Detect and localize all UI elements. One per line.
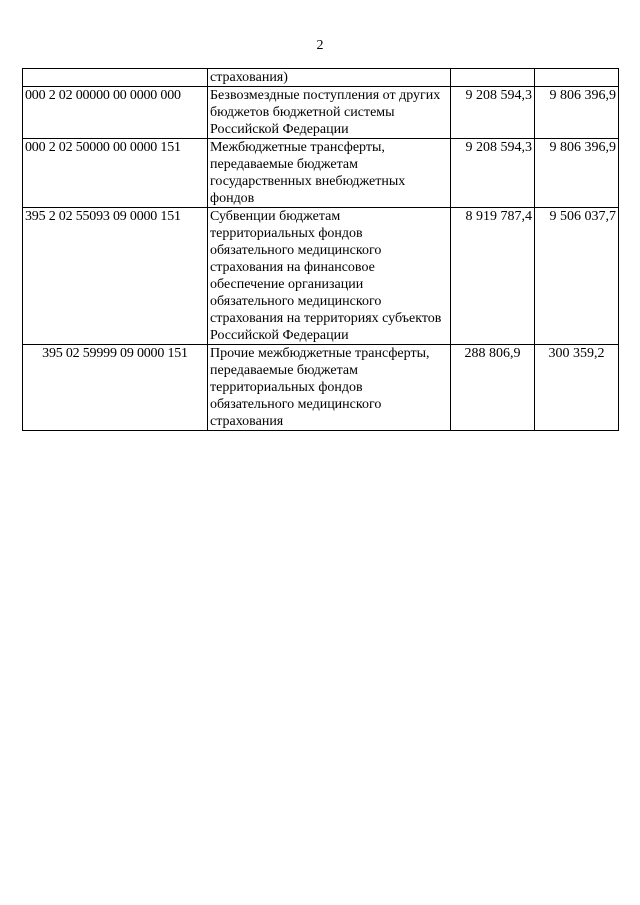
page-number: 2 [316, 38, 324, 53]
amount-year-2-cell: 9 806 396,9 [535, 87, 619, 139]
revenue-name-cell: Прочие межбюджетные трансферты, передаваемые бюджетам территориальных фондов обязательного медицинского страхования [208, 345, 451, 431]
budget-code-cell: 395 02 59999 09 0000 151 [23, 345, 208, 431]
table-row [23, 345, 619, 431]
table-row [23, 208, 619, 345]
budget-code-cell: 000 2 02 50000 00 0000 151 [23, 139, 208, 208]
amount-year-2-cell: 9 506 037,7 [535, 208, 619, 345]
amount-year-2-cell [535, 69, 619, 87]
budget-code-cell [23, 69, 208, 87]
amount-year-1-cell: 8 919 787,4 [451, 208, 535, 345]
amount-year-2-cell: 9 806 396,9 [535, 139, 619, 208]
amount-year-1-cell [451, 69, 535, 87]
table-row [23, 87, 619, 139]
table-row [23, 139, 619, 208]
budget-code-cell: 395 2 02 55093 09 0000 151 [23, 208, 208, 345]
amount-year-1-cell: 9 208 594,3 [451, 139, 535, 208]
revenue-name-cell: Субвенции бюджетам территориальных фондов обязательного медицинского страхования на финансовое обеспечение организации обязательного медицинского страхования на территориях субъектов Российской Федерации [208, 208, 451, 345]
budget-code-cell: 000 2 02 00000 00 0000 000 [23, 87, 208, 139]
amount-year-2-cell: 300 359,2 [535, 345, 619, 431]
revenue-name-cell: Межбюджетные трансферты, передаваемые бюджетам государственных внебюджетных фондов [208, 139, 451, 208]
amount-year-1-cell: 9 208 594,3 [451, 87, 535, 139]
revenue-name-cell: Безвозмездные поступления от других бюджетов бюджетной системы Российской Федерации [208, 87, 451, 139]
table-row [23, 69, 619, 87]
revenue-name-cell: страхования) [208, 69, 451, 87]
budget-revenue-table [22, 68, 619, 431]
amount-year-1-cell: 288 806,9 [451, 345, 535, 431]
